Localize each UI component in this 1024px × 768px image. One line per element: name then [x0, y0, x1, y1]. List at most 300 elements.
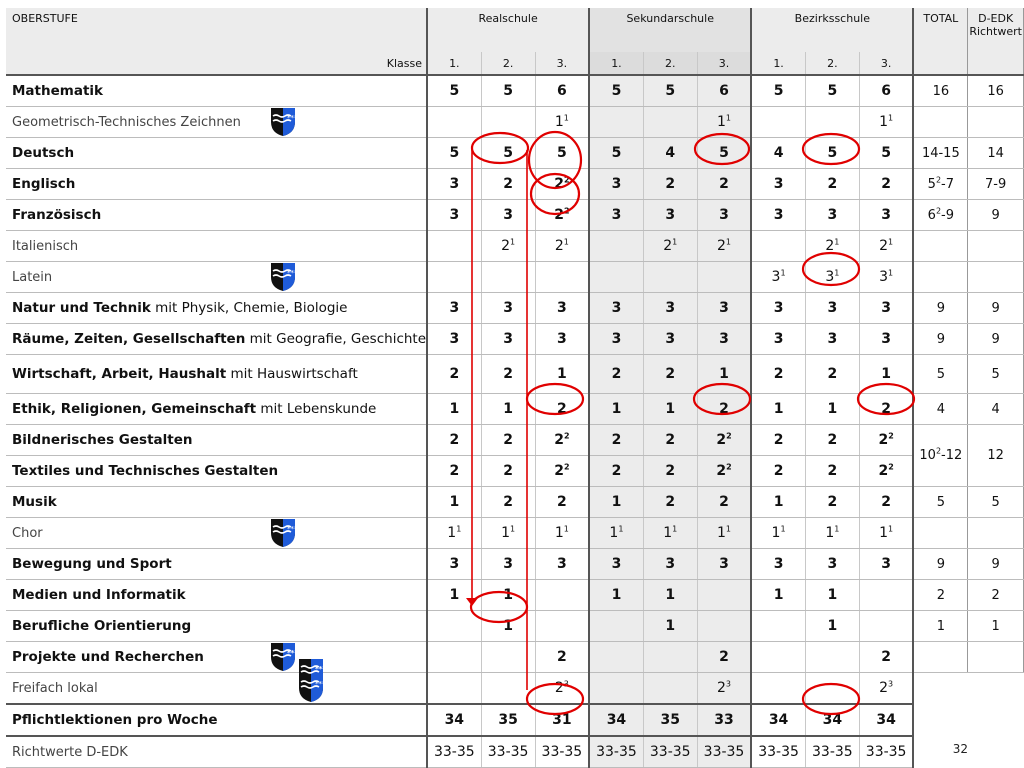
table-row: [6, 293, 1024, 324]
dedk-cell: 9: [968, 293, 1024, 324]
lesson-cell: 1: [751, 580, 805, 611]
total-cell: 1: [913, 611, 967, 642]
lesson-cell: 3: [859, 324, 913, 355]
row-label: [6, 673, 427, 705]
lesson-cell: 2: [805, 355, 859, 394]
total-cell: 4: [913, 394, 967, 425]
row-label: [6, 262, 427, 293]
dedk-cell: 1: [968, 611, 1024, 642]
table-row: [6, 580, 1024, 611]
lesson-cell: 1: [427, 487, 481, 518]
lesson-cell: 3: [481, 293, 535, 324]
lesson-cell: 1: [643, 611, 697, 642]
lesson-cell: [751, 642, 805, 673]
lesson-cell: 3: [805, 293, 859, 324]
lesson-cell: 2: [427, 456, 481, 487]
lesson-cell: [805, 673, 859, 705]
dedk-cell: [968, 518, 1024, 549]
lesson-cell: 2: [643, 355, 697, 394]
lesson-cell: 3: [535, 549, 589, 580]
row-label: [6, 75, 427, 107]
lesson-cell: 3: [481, 200, 535, 231]
lesson-cell: [589, 611, 643, 642]
dedk-cell: [968, 262, 1024, 293]
row-label: [6, 487, 427, 518]
lesson-cell: $1^1$: [589, 518, 643, 549]
table-row: [6, 75, 1024, 107]
total-cell: [913, 704, 967, 736]
lesson-cell: 2: [643, 169, 697, 200]
lesson-cell: [535, 611, 589, 642]
row-label: [6, 107, 427, 138]
lesson-cell: [481, 107, 535, 138]
total-cell: 16: [913, 75, 967, 107]
lesson-cell: [859, 611, 913, 642]
lesson-cell: $2^1$: [859, 231, 913, 262]
row-label: [6, 169, 427, 200]
dedk-cell: 2: [968, 580, 1024, 611]
header-klasse: 2.: [805, 52, 859, 75]
subject-name: Richtwerte D-EDK: [12, 744, 128, 760]
table-row: [6, 518, 1024, 549]
lesson-cell: 3: [589, 324, 643, 355]
lesson-cell: 5: [481, 138, 535, 169]
lesson-cell: 3: [751, 169, 805, 200]
table-row: [6, 107, 1024, 138]
lesson-cell: 3: [805, 324, 859, 355]
lesson-cell: [427, 262, 481, 293]
row-label: [6, 611, 427, 642]
lesson-cell: 1: [643, 394, 697, 425]
dedk-cell: [968, 231, 1024, 262]
row-label: [6, 138, 427, 169]
lesson-cell: 6: [535, 75, 589, 107]
canton-crest-icon: [270, 642, 296, 672]
subject-name: Wirtschaft, Arbeit, Haushalt: [12, 366, 227, 382]
subject-name: Freifach lokal: [12, 680, 98, 696]
page-number: 32: [952, 742, 968, 756]
row-label: [6, 231, 427, 262]
lesson-cell: [805, 642, 859, 673]
lesson-cell: 3: [481, 549, 535, 580]
lesson-cell: 1: [643, 580, 697, 611]
lesson-cell: $2^2$: [535, 425, 589, 456]
lesson-cell: $2^2$: [697, 456, 751, 487]
lesson-cell: [751, 231, 805, 262]
lesson-cell: 2: [751, 456, 805, 487]
lesson-cell: [589, 642, 643, 673]
lesson-cell: [697, 611, 751, 642]
row-label: [6, 518, 427, 549]
table-row: [6, 200, 1024, 231]
lesson-cell: $1^1$: [751, 518, 805, 549]
lesson-cell: [643, 107, 697, 138]
lesson-cell: 4: [643, 138, 697, 169]
lesson-cell: 1: [481, 611, 535, 642]
svg-text:***: ***: [287, 269, 298, 277]
lesson-cell: $2^2$: [535, 456, 589, 487]
lesson-cell: 5: [859, 138, 913, 169]
total-cell: 2: [913, 580, 967, 611]
header-oberstufe: OBERSTUFE: [6, 8, 427, 52]
lesson-cell: 3: [481, 324, 535, 355]
lesson-cell: 2: [697, 394, 751, 425]
lesson-cell: 3: [427, 549, 481, 580]
header-group-bezirksschule: Bezirksschule: [751, 8, 913, 52]
header-row-klassen: [6, 52, 1024, 75]
subject-name: Mathematik: [12, 83, 103, 99]
subject-name: Bewegung und Sport: [12, 556, 172, 572]
lesson-cell: 4: [751, 138, 805, 169]
subject-detail: mit Hauswirtschaft: [226, 366, 358, 382]
dedk-cell: 14: [968, 138, 1024, 169]
lesson-cell: $1^1$: [859, 107, 913, 138]
total-cell: 9: [913, 293, 967, 324]
lesson-cell: 3: [589, 549, 643, 580]
row-label: [6, 736, 427, 768]
lesson-cell: 2: [481, 169, 535, 200]
lesson-cell: 3: [697, 549, 751, 580]
lesson-cell: [643, 262, 697, 293]
lesson-cell: $2^2$: [535, 169, 589, 200]
lesson-cell: 1: [535, 355, 589, 394]
lesson-cell: 2: [481, 425, 535, 456]
header-klasse: 1.: [589, 52, 643, 75]
lesson-cell: [589, 262, 643, 293]
header-klasse-label: Klasse: [6, 52, 427, 75]
subject-name: Englisch: [12, 176, 76, 192]
lesson-cell: 3: [427, 324, 481, 355]
header-dedk-label: D-EDK: [978, 12, 1014, 25]
lesson-cell: 33-35: [535, 736, 589, 768]
lesson-cell: [427, 611, 481, 642]
dedk-cell: 9: [968, 549, 1024, 580]
table-row: [6, 394, 1024, 425]
lesson-cell: 34: [859, 704, 913, 736]
lesson-cell: 2: [589, 425, 643, 456]
total-cell: [913, 642, 967, 673]
canton-crest-icon: [298, 673, 324, 703]
table-row: [6, 487, 1024, 518]
lesson-cell: 3: [589, 200, 643, 231]
total-cell: 14-15: [913, 138, 967, 169]
row-label: [6, 549, 427, 580]
lesson-cell: $2^1$: [481, 231, 535, 262]
lesson-cell: [427, 673, 481, 705]
lesson-cell: 5: [697, 138, 751, 169]
lesson-cell: 2: [751, 355, 805, 394]
lesson-cell: 5: [481, 75, 535, 107]
lesson-cell: 33-35: [751, 736, 805, 768]
lesson-cell: [805, 107, 859, 138]
lesson-cell: 5: [805, 138, 859, 169]
dedk-cell: [968, 642, 1024, 673]
lesson-cell: $1^1$: [535, 518, 589, 549]
lesson-cell: 2: [481, 355, 535, 394]
lesson-cell: $2^2$: [535, 200, 589, 231]
lesson-cell: 2: [481, 487, 535, 518]
lesson-cell: 3: [589, 293, 643, 324]
dedk-cell: 5: [968, 487, 1024, 518]
row-label: [6, 324, 427, 355]
lesson-cell: 2: [859, 642, 913, 673]
table-row: [6, 549, 1024, 580]
lesson-cell: 1: [805, 611, 859, 642]
total-cell: [913, 673, 967, 705]
total-cell: 9: [913, 549, 967, 580]
lesson-cell: 34: [751, 704, 805, 736]
lesson-cell: 31: [535, 704, 589, 736]
lesson-cell: 3: [859, 200, 913, 231]
lesson-cell: 3: [751, 549, 805, 580]
dedk-cell: 7-9: [968, 169, 1024, 200]
lesson-cell: [859, 580, 913, 611]
lesson-cell: $1^1$: [535, 107, 589, 138]
total-cell: $10^2-12$: [913, 425, 967, 487]
lesson-cell: 34: [589, 704, 643, 736]
lesson-cell: 6: [697, 75, 751, 107]
subject-name: Geometrisch-Technisches Zeichnen: [12, 114, 241, 130]
canton-crest-icon: [270, 518, 296, 548]
curriculum-table: [6, 8, 1024, 768]
total-cell: [913, 107, 967, 138]
lesson-cell: [643, 673, 697, 705]
lesson-cell: 1: [589, 580, 643, 611]
lesson-cell: [589, 231, 643, 262]
lesson-cell: 1: [589, 394, 643, 425]
lesson-cell: $1^1$: [859, 518, 913, 549]
lesson-cell: 2: [535, 642, 589, 673]
dedk-cell: [968, 704, 1024, 736]
header-total-empty: [913, 52, 967, 75]
lesson-cell: 2: [427, 425, 481, 456]
header-dedk: [968, 8, 1024, 52]
table-row: [6, 138, 1024, 169]
lesson-cell: 3: [643, 324, 697, 355]
lesson-cell: 2: [589, 456, 643, 487]
canton-crest-icon: [270, 262, 296, 292]
lesson-cell: 5: [643, 75, 697, 107]
header-dedk-sub: Richtwert: [969, 25, 1022, 38]
lesson-cell: 33: [697, 704, 751, 736]
lesson-cell: $1^1$: [643, 518, 697, 549]
lesson-cell: 3: [697, 324, 751, 355]
lesson-cell: [481, 262, 535, 293]
lesson-cell: 33-35: [589, 736, 643, 768]
lesson-cell: 2: [697, 169, 751, 200]
lesson-cell: $3^1$: [859, 262, 913, 293]
lesson-cell: 2: [481, 456, 535, 487]
lesson-cell: $2^1$: [643, 231, 697, 262]
lesson-cell: 2: [859, 169, 913, 200]
lesson-cell: [481, 642, 535, 673]
lesson-cell: 5: [589, 138, 643, 169]
header-klasse: 1.: [427, 52, 481, 75]
lesson-cell: 2: [535, 487, 589, 518]
dedk-cell: 5: [968, 355, 1024, 394]
lesson-cell: 1: [481, 580, 535, 611]
lesson-cell: 5: [427, 75, 481, 107]
lesson-cell: 3: [427, 200, 481, 231]
header-total: TOTAL: [913, 8, 967, 52]
lesson-cell: $1^1$: [427, 518, 481, 549]
header-klasse: 3.: [697, 52, 751, 75]
lesson-cell: 34: [805, 704, 859, 736]
lesson-cell: 1: [751, 487, 805, 518]
lesson-cell: 3: [643, 549, 697, 580]
subject-name: Medien und Informatik: [12, 587, 186, 603]
row-label: [6, 293, 427, 324]
lesson-cell: 3: [751, 293, 805, 324]
lesson-cell: 1: [751, 394, 805, 425]
lesson-cell: 2: [751, 425, 805, 456]
table-row: [6, 231, 1024, 262]
lesson-cell: $1^1$: [697, 107, 751, 138]
lesson-cell: 6: [859, 75, 913, 107]
row-label: [6, 456, 427, 487]
lesson-cell: 2: [805, 487, 859, 518]
lesson-cell: $2^2$: [859, 425, 913, 456]
lesson-cell: $1^1$: [481, 518, 535, 549]
lesson-cell: 1: [427, 394, 481, 425]
lesson-cell: 2: [805, 425, 859, 456]
lesson-cell: 3: [589, 169, 643, 200]
dedk-cell: [968, 673, 1024, 705]
lesson-cell: 5: [427, 138, 481, 169]
lesson-cell: 3: [751, 324, 805, 355]
lesson-cell: 1: [427, 580, 481, 611]
table-row: [6, 324, 1024, 355]
lesson-cell: 33-35: [481, 736, 535, 768]
lesson-cell: 1: [805, 394, 859, 425]
table-row: [6, 673, 1024, 705]
lesson-cell: [751, 673, 805, 705]
lesson-cell: [697, 262, 751, 293]
total-cell: 5: [913, 487, 967, 518]
total-cell: [913, 231, 967, 262]
lesson-cell: 3: [643, 200, 697, 231]
subject-name: Bildnerisches Gestalten: [12, 432, 193, 448]
row-label: [6, 580, 427, 611]
lesson-cell: $2^3$: [535, 673, 589, 705]
total-cell: 5: [913, 355, 967, 394]
lesson-cell: 1: [481, 394, 535, 425]
lesson-cell: 35: [481, 704, 535, 736]
lesson-cell: 3: [859, 549, 913, 580]
lesson-cell: 2: [859, 487, 913, 518]
lesson-cell: 3: [805, 200, 859, 231]
lesson-cell: 5: [805, 75, 859, 107]
lesson-cell: 2: [859, 394, 913, 425]
lesson-cell: 1: [589, 487, 643, 518]
subject-detail: mit Geografie, Geschichte: [245, 331, 427, 347]
subject-name: Projekte und Recherchen: [12, 649, 204, 665]
dedk-cell: 12: [968, 425, 1024, 487]
total-cell: 9: [913, 324, 967, 355]
lesson-cell: [481, 673, 535, 705]
table-row: [6, 736, 1024, 768]
header-klasse: 3.: [535, 52, 589, 75]
header-group-sekundarschule: Sekundarschule: [589, 8, 751, 52]
lesson-cell: 3: [697, 200, 751, 231]
row-label: [6, 425, 427, 456]
header-group-realschule: Realschule: [427, 8, 589, 52]
canton-crest-icon: [270, 107, 296, 137]
lesson-cell: 2: [697, 642, 751, 673]
lesson-cell: 3: [643, 293, 697, 324]
subject-name: Ethik, Religionen, Gemeinschaft: [12, 401, 257, 417]
lesson-cell: 2: [697, 487, 751, 518]
lesson-cell: 33-35: [427, 736, 481, 768]
header-klasse: 2.: [643, 52, 697, 75]
lesson-cell: [535, 262, 589, 293]
row-label: [6, 704, 427, 736]
lesson-cell: 2: [805, 169, 859, 200]
row-label: [6, 200, 427, 231]
header-klasse: 2.: [481, 52, 535, 75]
lesson-cell: $2^1$: [805, 231, 859, 262]
lesson-cell: $2^1$: [697, 231, 751, 262]
dedk-cell: [968, 736, 1024, 768]
lesson-cell: 2: [643, 425, 697, 456]
lesson-cell: 1: [805, 580, 859, 611]
lesson-cell: $1^1$: [805, 518, 859, 549]
lesson-cell: [427, 642, 481, 673]
lesson-cell: [589, 107, 643, 138]
subject-detail: mit Lebenskunde: [256, 401, 377, 417]
lesson-cell: 3: [805, 549, 859, 580]
table-row: [6, 262, 1024, 293]
lesson-cell: 35: [643, 704, 697, 736]
lesson-cell: 2: [427, 355, 481, 394]
lesson-cell: 3: [535, 324, 589, 355]
subject-name: Textiles und Technisches Gestalten: [12, 463, 279, 479]
lesson-cell: [751, 107, 805, 138]
subject-name: Musik: [12, 494, 57, 510]
lesson-cell: $2^2$: [697, 425, 751, 456]
lesson-cell: 3: [751, 200, 805, 231]
lesson-cell: 5: [535, 138, 589, 169]
total-cell: [913, 262, 967, 293]
lesson-cell: 3: [859, 293, 913, 324]
dedk-cell: [968, 107, 1024, 138]
lesson-cell: 3: [427, 293, 481, 324]
total-cell: $6^2-9$: [913, 200, 967, 231]
table-row: [6, 642, 1024, 673]
row-label: [6, 355, 427, 394]
subject-name: Natur und Technik: [12, 300, 151, 316]
table-row: [6, 456, 1024, 487]
subject-name: Pflichtlektionen pro Woche: [12, 712, 218, 728]
lesson-cell: 33-35: [697, 736, 751, 768]
dedk-cell: 16: [968, 75, 1024, 107]
lesson-cell: 2: [589, 355, 643, 394]
dedk-cell: 9: [968, 324, 1024, 355]
header-dedk-empty: [968, 52, 1024, 75]
lesson-cell: 5: [751, 75, 805, 107]
header-row-groups: [6, 8, 1024, 52]
lesson-cell: $3^1$: [805, 262, 859, 293]
row-label: [6, 394, 427, 425]
lesson-cell: [589, 673, 643, 705]
row-label: [6, 642, 427, 673]
lesson-cell: $2^3$: [697, 673, 751, 705]
lesson-cell: [427, 107, 481, 138]
lesson-cell: 2: [643, 456, 697, 487]
lesson-cell: [697, 580, 751, 611]
lesson-cell: 2: [643, 487, 697, 518]
table-row: [6, 169, 1024, 200]
